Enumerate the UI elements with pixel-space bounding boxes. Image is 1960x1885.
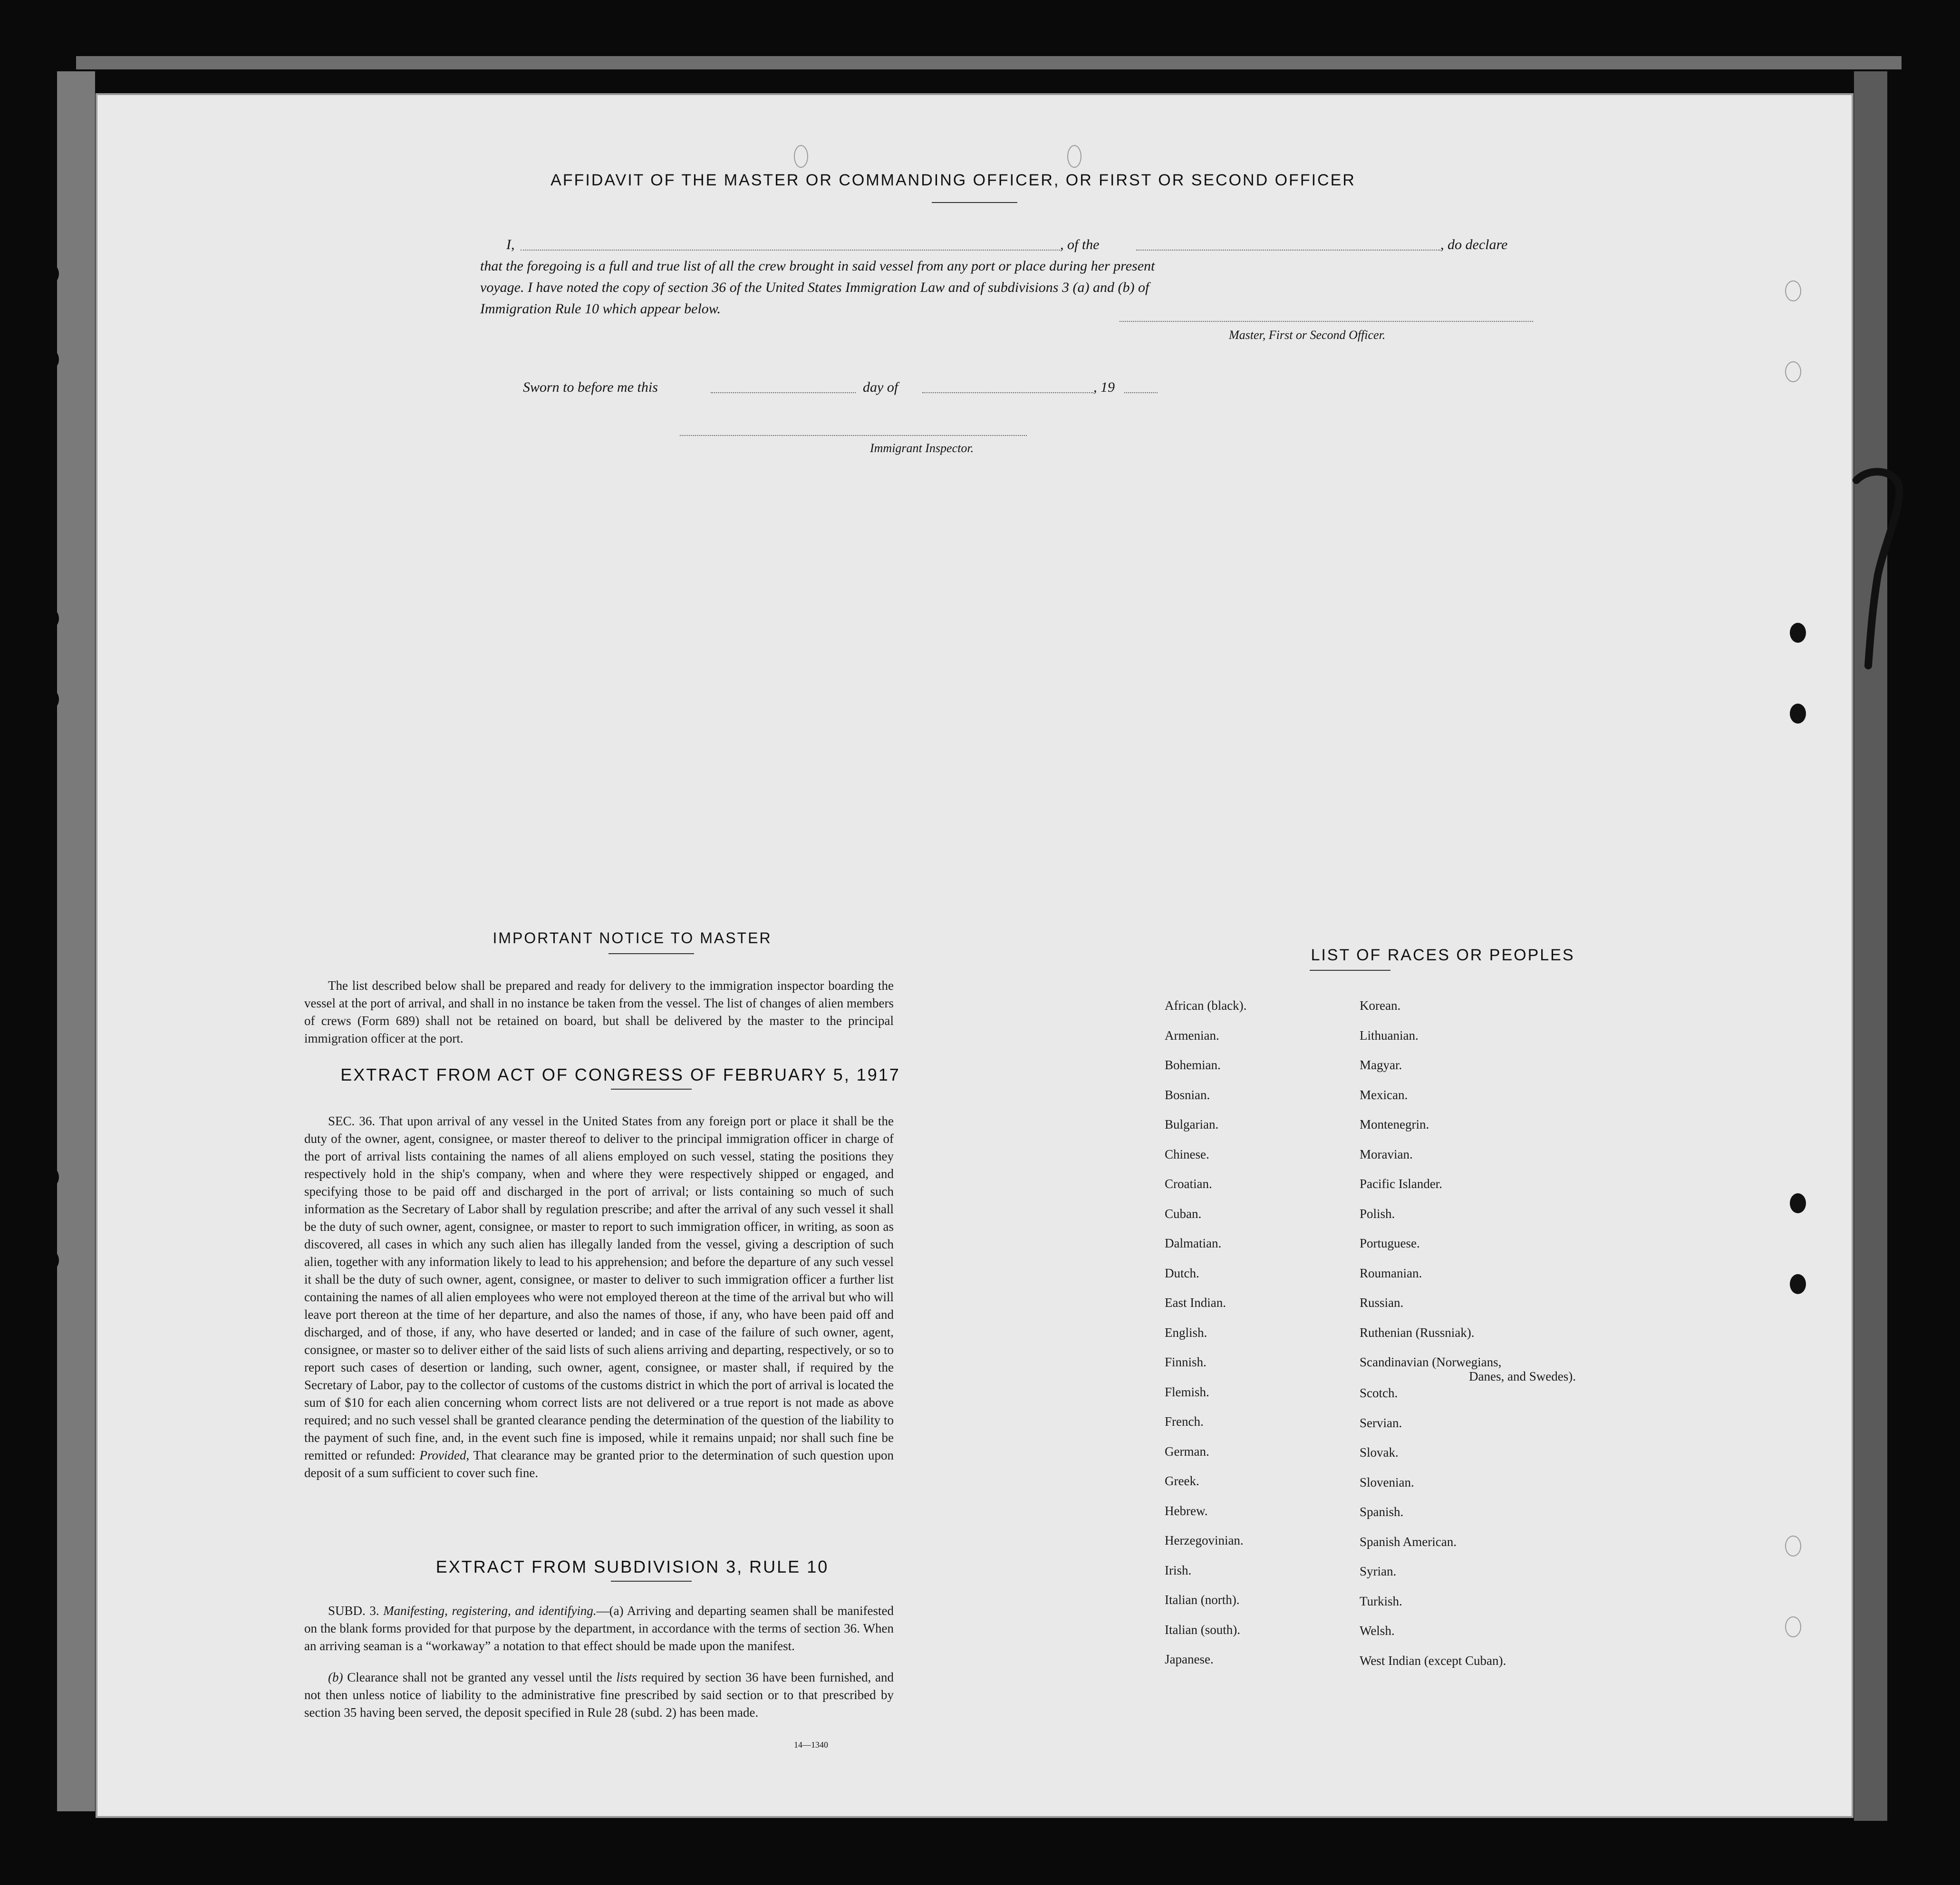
rule-b-lists: lists: [616, 1670, 637, 1684]
year-label: , 19: [1093, 379, 1115, 395]
race-item: Italian (south).: [1165, 1622, 1240, 1637]
race-item: Turkish.: [1360, 1594, 1402, 1608]
race-item: Spanish.: [1360, 1505, 1404, 1519]
notice-rule: [608, 953, 694, 954]
punch-hole: [43, 264, 59, 284]
race-item: Japanese.: [1165, 1652, 1214, 1666]
sheet-edge-top: [76, 56, 1902, 69]
rule-rule: [611, 1581, 692, 1582]
affidavit-title: AFFIDAVIT OF THE MASTER OR COMMANDING OFFICER, OR FIRST OR SECOND OFFICER: [550, 171, 1356, 189]
race-item: Cuban.: [1165, 1206, 1202, 1221]
race-item: Dalmatian.: [1165, 1236, 1222, 1250]
race-item: English.: [1165, 1325, 1207, 1340]
race-item: Chinese.: [1165, 1147, 1209, 1161]
rule-a-text: [304, 1602, 894, 1655]
signature-field[interactable]: [1120, 321, 1533, 322]
act-title: EXTRACT FROM ACT OF CONGRESS OF FEBRUARY 5, 1917: [340, 1065, 900, 1084]
punch-hole: [43, 609, 59, 628]
race-item: Servian.: [1360, 1415, 1402, 1430]
race-item: Spanish American.: [1360, 1534, 1457, 1549]
sworn-month-field[interactable]: [922, 392, 1093, 393]
race-item: Greek.: [1165, 1474, 1199, 1488]
race-item: Mexican.: [1360, 1087, 1408, 1102]
race-item: African (black).: [1165, 998, 1247, 1013]
rule-b-body-2: required by section 36 have been furnished, and not then unless notice of liability to the administrative fine prescribed by said section or to that prescribed by section 35 having been served, the deposit specified in Rule 28 (subd. 2) has been made.: [304, 1670, 894, 1720]
race-item: Armenian.: [1165, 1028, 1219, 1043]
race-item: Italian (north).: [1165, 1593, 1240, 1607]
affidavit-line-2: voyage. I have noted the copy of section 36 of the United States Immigration Law and of subdivisions 3 (a) and (b) of: [480, 280, 1149, 295]
race-item: Flemish.: [1165, 1384, 1209, 1399]
race-item: Bulgarian.: [1165, 1117, 1219, 1131]
race-item: Russian.: [1360, 1295, 1404, 1310]
rule-a-body: —(a) Arriving and departing seamen shall be manifested on the blank forms provided for that purpose by the department, in accordance with the terms of section 36. When an arriving seaman is a “workaway” a notation to that effect should be made upon the manifest.: [304, 1604, 894, 1653]
race-item: Moravian.: [1360, 1147, 1413, 1161]
rule-b-text: [304, 1669, 894, 1721]
punch-hole: [43, 689, 59, 709]
race-item: Lithuanian.: [1360, 1028, 1419, 1043]
races-rule: [1310, 970, 1390, 971]
race-item: Welsh.: [1360, 1624, 1395, 1638]
ring-mark: [1785, 361, 1801, 382]
notice-title: IMPORTANT NOTICE TO MASTER: [492, 929, 772, 947]
race-item: Syrian.: [1360, 1564, 1397, 1578]
act-rule: [611, 1089, 692, 1090]
race-item: Montenegrin.: [1360, 1117, 1429, 1131]
race-item: Portuguese.: [1360, 1236, 1420, 1250]
sheet-edge-left: [57, 71, 95, 1811]
punch-hole: [1790, 1274, 1806, 1294]
signature-caption: Master, First or Second Officer.: [1229, 328, 1386, 342]
race-item: French.: [1165, 1414, 1204, 1429]
race-item: German.: [1165, 1444, 1209, 1459]
race-item: Hebrew.: [1165, 1503, 1208, 1518]
race-item: Scotch.: [1360, 1386, 1398, 1400]
rule-b-body-1: Clearance shall not be granted any vessel until the: [347, 1670, 612, 1684]
rule-title: EXTRACT FROM SUBDIVISION 3, RULE 10: [435, 1557, 829, 1576]
rule-a-heading: Manifesting, registering, and identifying.: [383, 1604, 597, 1618]
punch-hole: [1790, 1193, 1806, 1213]
race-item: Ruthenian (Russniak).: [1360, 1325, 1475, 1340]
race-item: Herzegovinian.: [1165, 1533, 1244, 1547]
ring-mark: [1785, 1616, 1801, 1637]
race-item: Irish.: [1165, 1563, 1192, 1577]
race-item: East Indian.: [1165, 1295, 1226, 1310]
document-page: [97, 95, 1852, 1816]
race-item: Pacific Islander.: [1360, 1177, 1442, 1191]
race-item: Dutch.: [1165, 1266, 1199, 1280]
affidavit-i: I,: [506, 237, 515, 252]
rule-a-lead: SUBD. 3.: [328, 1604, 379, 1618]
race-item: Danes, and Swedes).: [1469, 1369, 1576, 1383]
race-item: West Indian (except Cuban).: [1360, 1653, 1506, 1668]
race-item: Magyar.: [1360, 1058, 1402, 1072]
punch-hole: [43, 1250, 59, 1270]
rule-b-lead: (b): [328, 1670, 343, 1684]
vessel-field[interactable]: [1136, 250, 1440, 251]
race-item: Bohemian.: [1165, 1058, 1221, 1072]
day-of-label: day of: [863, 379, 898, 395]
sworn-label: Sworn to before me this: [523, 379, 658, 395]
sworn-year-field[interactable]: [1124, 392, 1158, 393]
punch-hole: [43, 1167, 59, 1187]
race-item: Polish.: [1360, 1206, 1395, 1221]
affidavit-line-1: that the foregoing is a full and true list of all the crew brought in said vessel from any port or place during her present: [480, 258, 1155, 274]
title-rule: [932, 202, 1017, 203]
race-item: Slovenian.: [1360, 1475, 1414, 1489]
race-item: Korean.: [1360, 998, 1401, 1013]
handwritten-mark: [1852, 466, 1909, 670]
punch-hole: [43, 349, 59, 369]
race-item: Bosnian.: [1165, 1087, 1210, 1102]
ring-mark: [1067, 145, 1081, 168]
race-item: Finnish.: [1165, 1355, 1207, 1369]
ring-mark: [794, 145, 808, 168]
ring-mark: [1785, 1536, 1801, 1556]
form-number: 14—1340: [794, 1740, 828, 1750]
act-provided-word: Provided,: [419, 1448, 470, 1462]
inspector-signature-field[interactable]: [680, 435, 1027, 436]
act-provided-text: That clearance may be granted prior to the determination of such question upon deposit of a sum sufficient to cover such fine.: [304, 1448, 894, 1480]
name-field[interactable]: [521, 250, 1060, 251]
act-body: SEC. 36. That upon arrival of any vessel in the United States from any foreign port or place it shall be the duty of the owner, agent, consignee, or master thereof to deliver to the principal immigration officer in charge of the port of arrival lists containing the names of all aliens employed on such vessel, stating the positions they respectively hold in the ship's company, when and where they were respectively shipped or engaged, and specifying those to be paid off and discharged in the port of arrival; or lists containing so much of such information as the Secretary of Labor shall by regulation prescribe; and after the arrival of any such vessel it shall be the duty of such owner, agent, consignee, or master to report to such immigration officer, in writing, as soon as discovered, all cases in which any such alien has illegally landed from the vessel, giving a description of such alien, together with any information likely to lead to his apprehension; and before the departure of any such vessel it shall be the duty of such owner, agent, consignee, or master to deliver to such immigration officer a further list containing the names of all alien employees who were not employed thereon at the time of the arrival but who will leave port thereon at the time of her departure, and also the names of those, if any, who have been paid off and discharged, and of those, if any, who have deserted or landed; and in case of the failure of such owner, agent, consignee, or master so to deliver either of the said lists of such aliens arriving and departing, respectively, or so to report such cases of desertion or landing, such owner, agent, consignee, or master shall, if required by the Secretary of Labor, pay to the collector of customs of the customs district in which the port of arrival is located the sum of $10 for each alien concerning whom correct lists are not delivered or a true report is not made as above required; and no such vessel shall be granted clearance pending the determination of the question of the liability to the payment of such fine, and, in the event such fine is imposed, while it remains unpaid; nor shall such fine be remitted or refunded:: [304, 1114, 894, 1462]
race-item: Slovak.: [1360, 1445, 1399, 1460]
affidavit-of-the: , of the: [1060, 237, 1100, 252]
sworn-day-field[interactable]: [711, 392, 856, 393]
race-item: Croatian.: [1165, 1177, 1212, 1191]
race-item: Roumanian.: [1360, 1266, 1422, 1280]
sheet-edge-right: [1854, 71, 1887, 1821]
affidavit-do-declare: , do declare: [1440, 237, 1508, 252]
notice-text: The list described below shall be prepared and ready for delivery to the immigration inspector boarding the vessel at the port of arrival, and shall in no instance be taken from the vessel. The list of changes of alien members of crews (Form 689) shall not be retained on board, but shall be delivered by the master to the principal immigration officer at the port.: [304, 978, 894, 1045]
ring-mark: [1785, 280, 1801, 301]
act-text: [304, 1112, 894, 1482]
race-item: Scandinavian (Norwegians,: [1360, 1355, 1502, 1369]
inspector-caption: Immigrant Inspector.: [870, 441, 974, 455]
affidavit-line-3: Immigration Rule 10 which appear below.: [480, 301, 721, 317]
races-title: LIST OF RACES OR PEOPLES: [1311, 946, 1575, 964]
